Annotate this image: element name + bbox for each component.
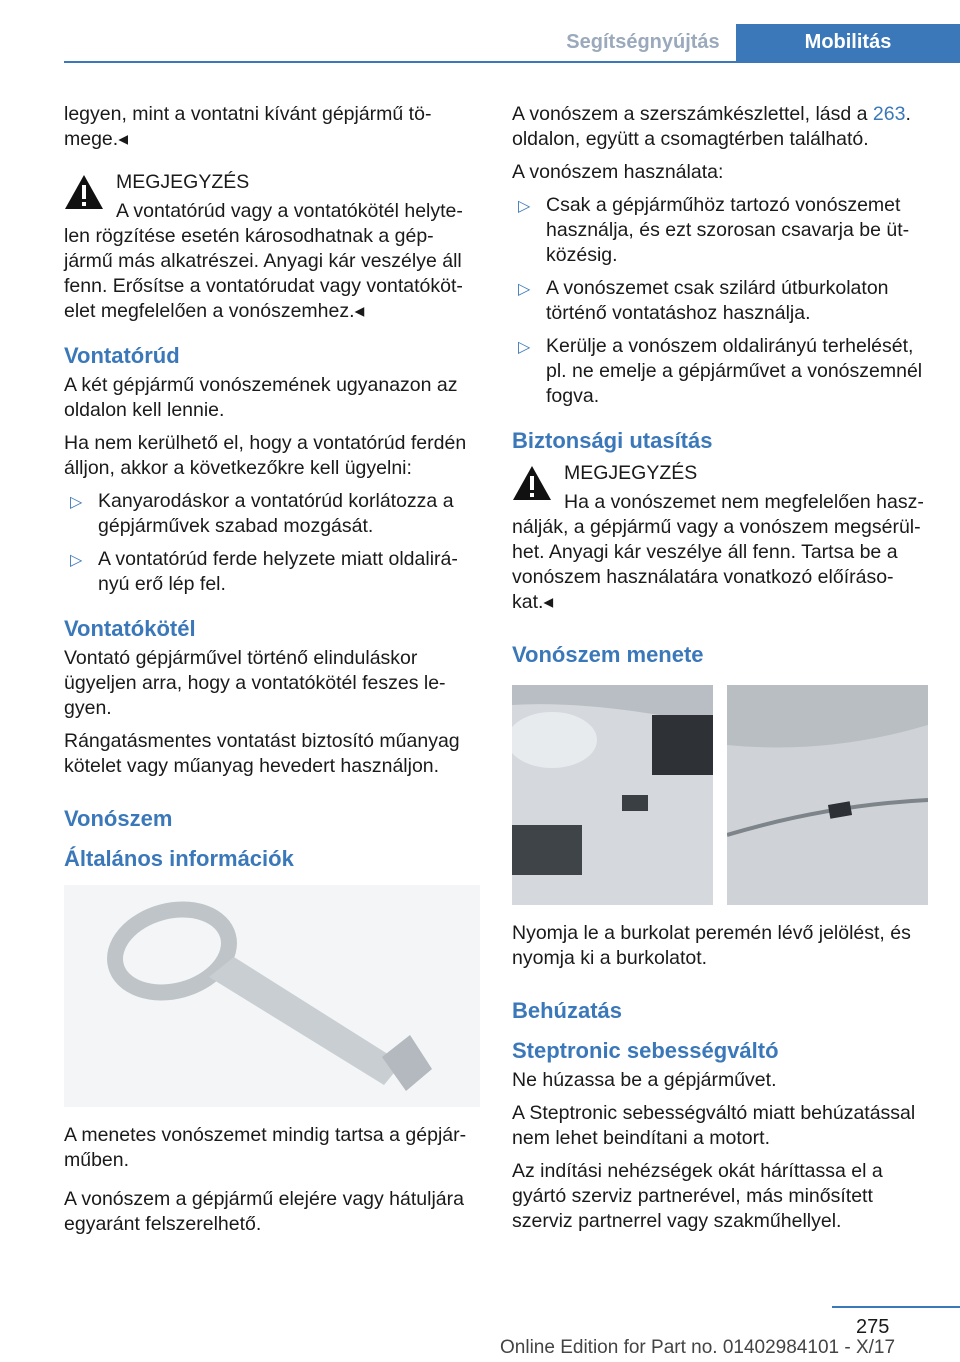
paragraph: Nyomja le a burkolat peremén lévő jelölést, és nyomja ki a burkolatot. [512,922,911,969]
figure-bumper-cover [512,685,928,905]
paragraph: Ha nem kerülhető el, hogy a vontatórúd ferdén álljon, akkor a következőkre kell ügyelni: [64,432,467,479]
heading-menete: Vonószem menete [512,642,704,667]
heading-steptronic: Steptronic sebességváltó [512,1038,779,1063]
paragraph: A menetes vonószemet mindig tartsa a gépjár-műben. [64,1124,467,1171]
paragraph-continuation: legyen, mint a vontatni kívánt gépjármű tö-mege.◂ [64,103,432,150]
page-link-263[interactable]: 263 [872,103,906,125]
ref-text: A vonószem a szerszámkészlettel, lásd a [512,103,873,125]
heading-vontatokotel: Vontatókötél [64,616,196,641]
paragraph: Vontató gépjárművel történő elinduláskor ügyeljen arra, hogy a vontatókötél feszes le-gyen. [64,647,446,719]
list-item-text: Csak a gépjárműhöz tartozó vonószemet használja, és ezt szorosan csavarja be üt-közésig. [546,194,910,266]
notice-body: A vontatórúd vagy a vontatókötél helyte-len rögzítése esetén károsodhatnak a gép-jármű más alkatrészei. Anyagi kár veszélye áll fenn. Erősítse a vontatórudat vagy vontatóköt-elet megfelelően a vonószemhez.◂ [64,200,463,322]
list-item [64,547,480,597]
paragraph-reference [512,102,928,152]
heading-altalanos: Általános információk [64,846,294,871]
list-item [512,193,928,268]
photo-front-bumper [512,685,713,905]
paragraph: A vonószem használata: [512,161,724,183]
header-rule [64,61,960,63]
page-number: 275 [856,1316,890,1338]
list-item-text: A vonószemet csak szilárd útburkolaton történő vontatáshoz használja. [546,277,889,324]
figure-towing-eye [64,885,480,1107]
paragraph: Az indítási nehézségek okát háríttassa el a gyártó szerviz partnerével, más minősített szerviz partnerrel vagy szakműhellyel. [512,1160,883,1232]
triangle-bullet-icon: ▷ [70,494,83,511]
bullet-list [64,489,480,597]
footer-rule [832,1306,960,1308]
triangle-bullet-icon: ▷ [518,281,531,298]
towing-eye-illustration [64,885,480,1107]
notice-label: MEGJEGYZÉS [116,171,250,193]
paragraph: A vonószem a gépjármű elejére vagy hátuljára egyaránt felszerelhető. [64,1188,464,1235]
paragraph: Rángatásmentes vontatást biztosító műanyag kötelet vagy műanyag hevedert használjon. [64,730,460,777]
triangle-bullet-icon: ▷ [518,198,531,215]
list-item-text: Kanyarodáskor a vontatórúd korlátozza a gépjárművek szabad mozgását. [98,490,454,537]
heading-vonoszem: Vonószem [64,806,173,831]
list-item [512,276,928,326]
ref-text: . oldalon, együtt a csomagtérben található. [512,103,911,150]
heading-vontatorud: Vontatórúd [64,343,180,368]
paragraph: A Steptronic sebességváltó miatt behúzatással nem lehet beindítani a motort. [512,1102,916,1149]
warning-triangle-icon [512,465,552,501]
heading-biztonsagi: Biztonsági utasítás [512,428,713,453]
warning-triangle-icon [64,174,104,210]
notice-label: MEGJEGYZÉS [564,462,698,484]
paragraph: A két gépjármű vonószemének ugyanazon az oldalon kell lennie. [64,374,458,421]
list-item-text: A vontatórúd ferde helyzete miatt oldalirá-nyú erő lép fel. [98,548,458,595]
triangle-bullet-icon: ▷ [70,552,83,569]
list-item [64,489,480,539]
left-column [64,102,480,1245]
photo-bumper-cover [727,685,928,905]
paragraph: Ne húzassa be a gépjárművet. [512,1069,777,1091]
triangle-bullet-icon: ▷ [518,339,531,356]
list-item-text: Kerülje a vonószem oldalirányú terhelését, pl. ne emelje a gépjárművet a vonószemnél fogva. [546,335,923,407]
car-front-illustration [512,685,713,905]
bullet-list [512,193,928,409]
header-tab-mobility: Mobilitás [736,24,960,61]
edition-note: Online Edition for Part no. 01402984101 - X/17 [500,1337,896,1358]
notice-box [512,461,928,615]
heading-behuzatas: Behúzatás [512,998,623,1023]
right-column [512,102,928,1242]
notice-body: Ha a vonószemet nem megfelelően hasz-nálják, a gépjármű vagy a vonószem megsérül-het. Anyagi kár veszélye áll fenn. Tartsa be a vonószem használatára vonatkozó előíráso-kat.◂ [512,491,924,613]
notice-box [64,170,480,324]
bumper-cover-illustration [727,685,928,905]
header-tab-assistance: Segítségnyújtás [566,31,720,53]
list-item [512,334,928,409]
